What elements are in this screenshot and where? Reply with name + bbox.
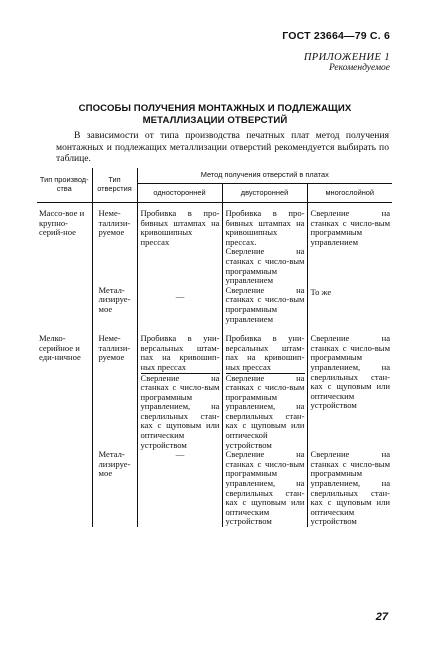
hole-type-cell: Метал-лизируе-мое [92, 286, 137, 324]
production-type-cell: Мелко-серийное и еди-ничное [39, 333, 81, 363]
document-title [40, 103, 390, 127]
single-sided-cell [137, 450, 222, 527]
page-number: 27 [375, 611, 388, 623]
method-text: Пробивка в уни-версальных штам-пах на кривошип-ных прессах [140, 333, 220, 372]
multilayer-cell [307, 203, 392, 286]
appendix-subtitle: Рекомендуемое [328, 63, 390, 73]
multilayer-cell [307, 286, 392, 324]
production-type-cell: Массо-вое и крупно-серий-ное [39, 208, 85, 238]
intro-paragraph: В зависимости от типа производства печатных плат метод получения монтажных и подлежащих металлизации отверстий рекомендуется выбирать по таблице. [56, 130, 389, 164]
method-text: Сверление на станках с число-вым программным управлением, на сверлильных стан-ках с щуповым или оптическим устройством [310, 449, 391, 527]
multilayer-cell [307, 450, 392, 527]
header-double-sided: двусторонней [222, 184, 307, 203]
double-sided-cell [222, 450, 307, 527]
single-sided-cell [137, 286, 222, 324]
hole-type-cell: Метал-лизируе-мое [92, 450, 137, 527]
hole-type-cell: Неме-таллизи-руемое [92, 203, 137, 286]
method-text: То же [310, 286, 332, 297]
table-row [37, 203, 392, 286]
method-text: Пробивка в про-бивных штампах на кривошипных прессах. [225, 208, 305, 247]
method-text: Пробивка в про-бивных штампах на кривошипных прессах [140, 208, 220, 247]
method-text: Сверление на станках с число-вым программным управлением, на сверлильных стан-ках с щуповым или оптическим устройством [140, 372, 220, 450]
method-text: Пробивка в уни-версальных штам-пах на кривошип-ных прессах [225, 333, 305, 372]
single-sided-cell [137, 203, 222, 286]
method-text: Сверление на станках с число-вым программным управлением, на сверлильных стан-ках с щуповым или оптическим устройством [310, 333, 391, 411]
double-sided-cell [222, 324, 307, 450]
header-single-sided: односторонней [137, 184, 222, 203]
method-text: Сверление на станках с число-вым программным управлением [310, 208, 391, 247]
multilayer-cell [307, 324, 392, 450]
header-multilayer: многослойной [307, 184, 392, 203]
title-line-1: СПОСОБЫ ПОЛУЧЕНИЯ МОНТАЖНЫХ И ПОДЛЕЖАЩИХ [78, 103, 352, 114]
appendix-block [304, 52, 390, 74]
header-production-type: Тип производ-ства [37, 168, 92, 203]
method-text: Сверление на станках с число-вым программным управлением, на сверлильных стан-ках с щуповым или оптической устройством [225, 372, 305, 450]
methods-table [37, 168, 392, 527]
header-method: Метод получения отверстий в платах [137, 168, 392, 184]
title-line-2: МЕТАЛЛИЗАЦИИ ОТВЕРСТИЙ [142, 115, 288, 126]
dash-mark: — [175, 290, 185, 301]
double-sided-cell [222, 286, 307, 324]
hole-type-cell: Неме-таллизи-руемое [92, 324, 137, 450]
table-row [37, 324, 392, 450]
appendix-title: ПРИЛОЖЕНИЕ 1 [303, 52, 390, 63]
gost-header: ГОСТ 23664—79 С. 6 [282, 30, 390, 42]
header-hole-type: Тип отверстия [92, 168, 137, 203]
method-text: Сверление на станках с число-вым программным управлением [225, 246, 305, 286]
method-text: Сверление на станках с число-вым программным управлением, на сверлильных стан-ках с щуповым или оптическим устройством [225, 449, 305, 527]
dash-mark: — [175, 449, 185, 460]
single-sided-cell [137, 324, 222, 450]
method-text: Сверление на станках с число-вым программным управлением [225, 284, 305, 324]
double-sided-cell [222, 203, 307, 286]
